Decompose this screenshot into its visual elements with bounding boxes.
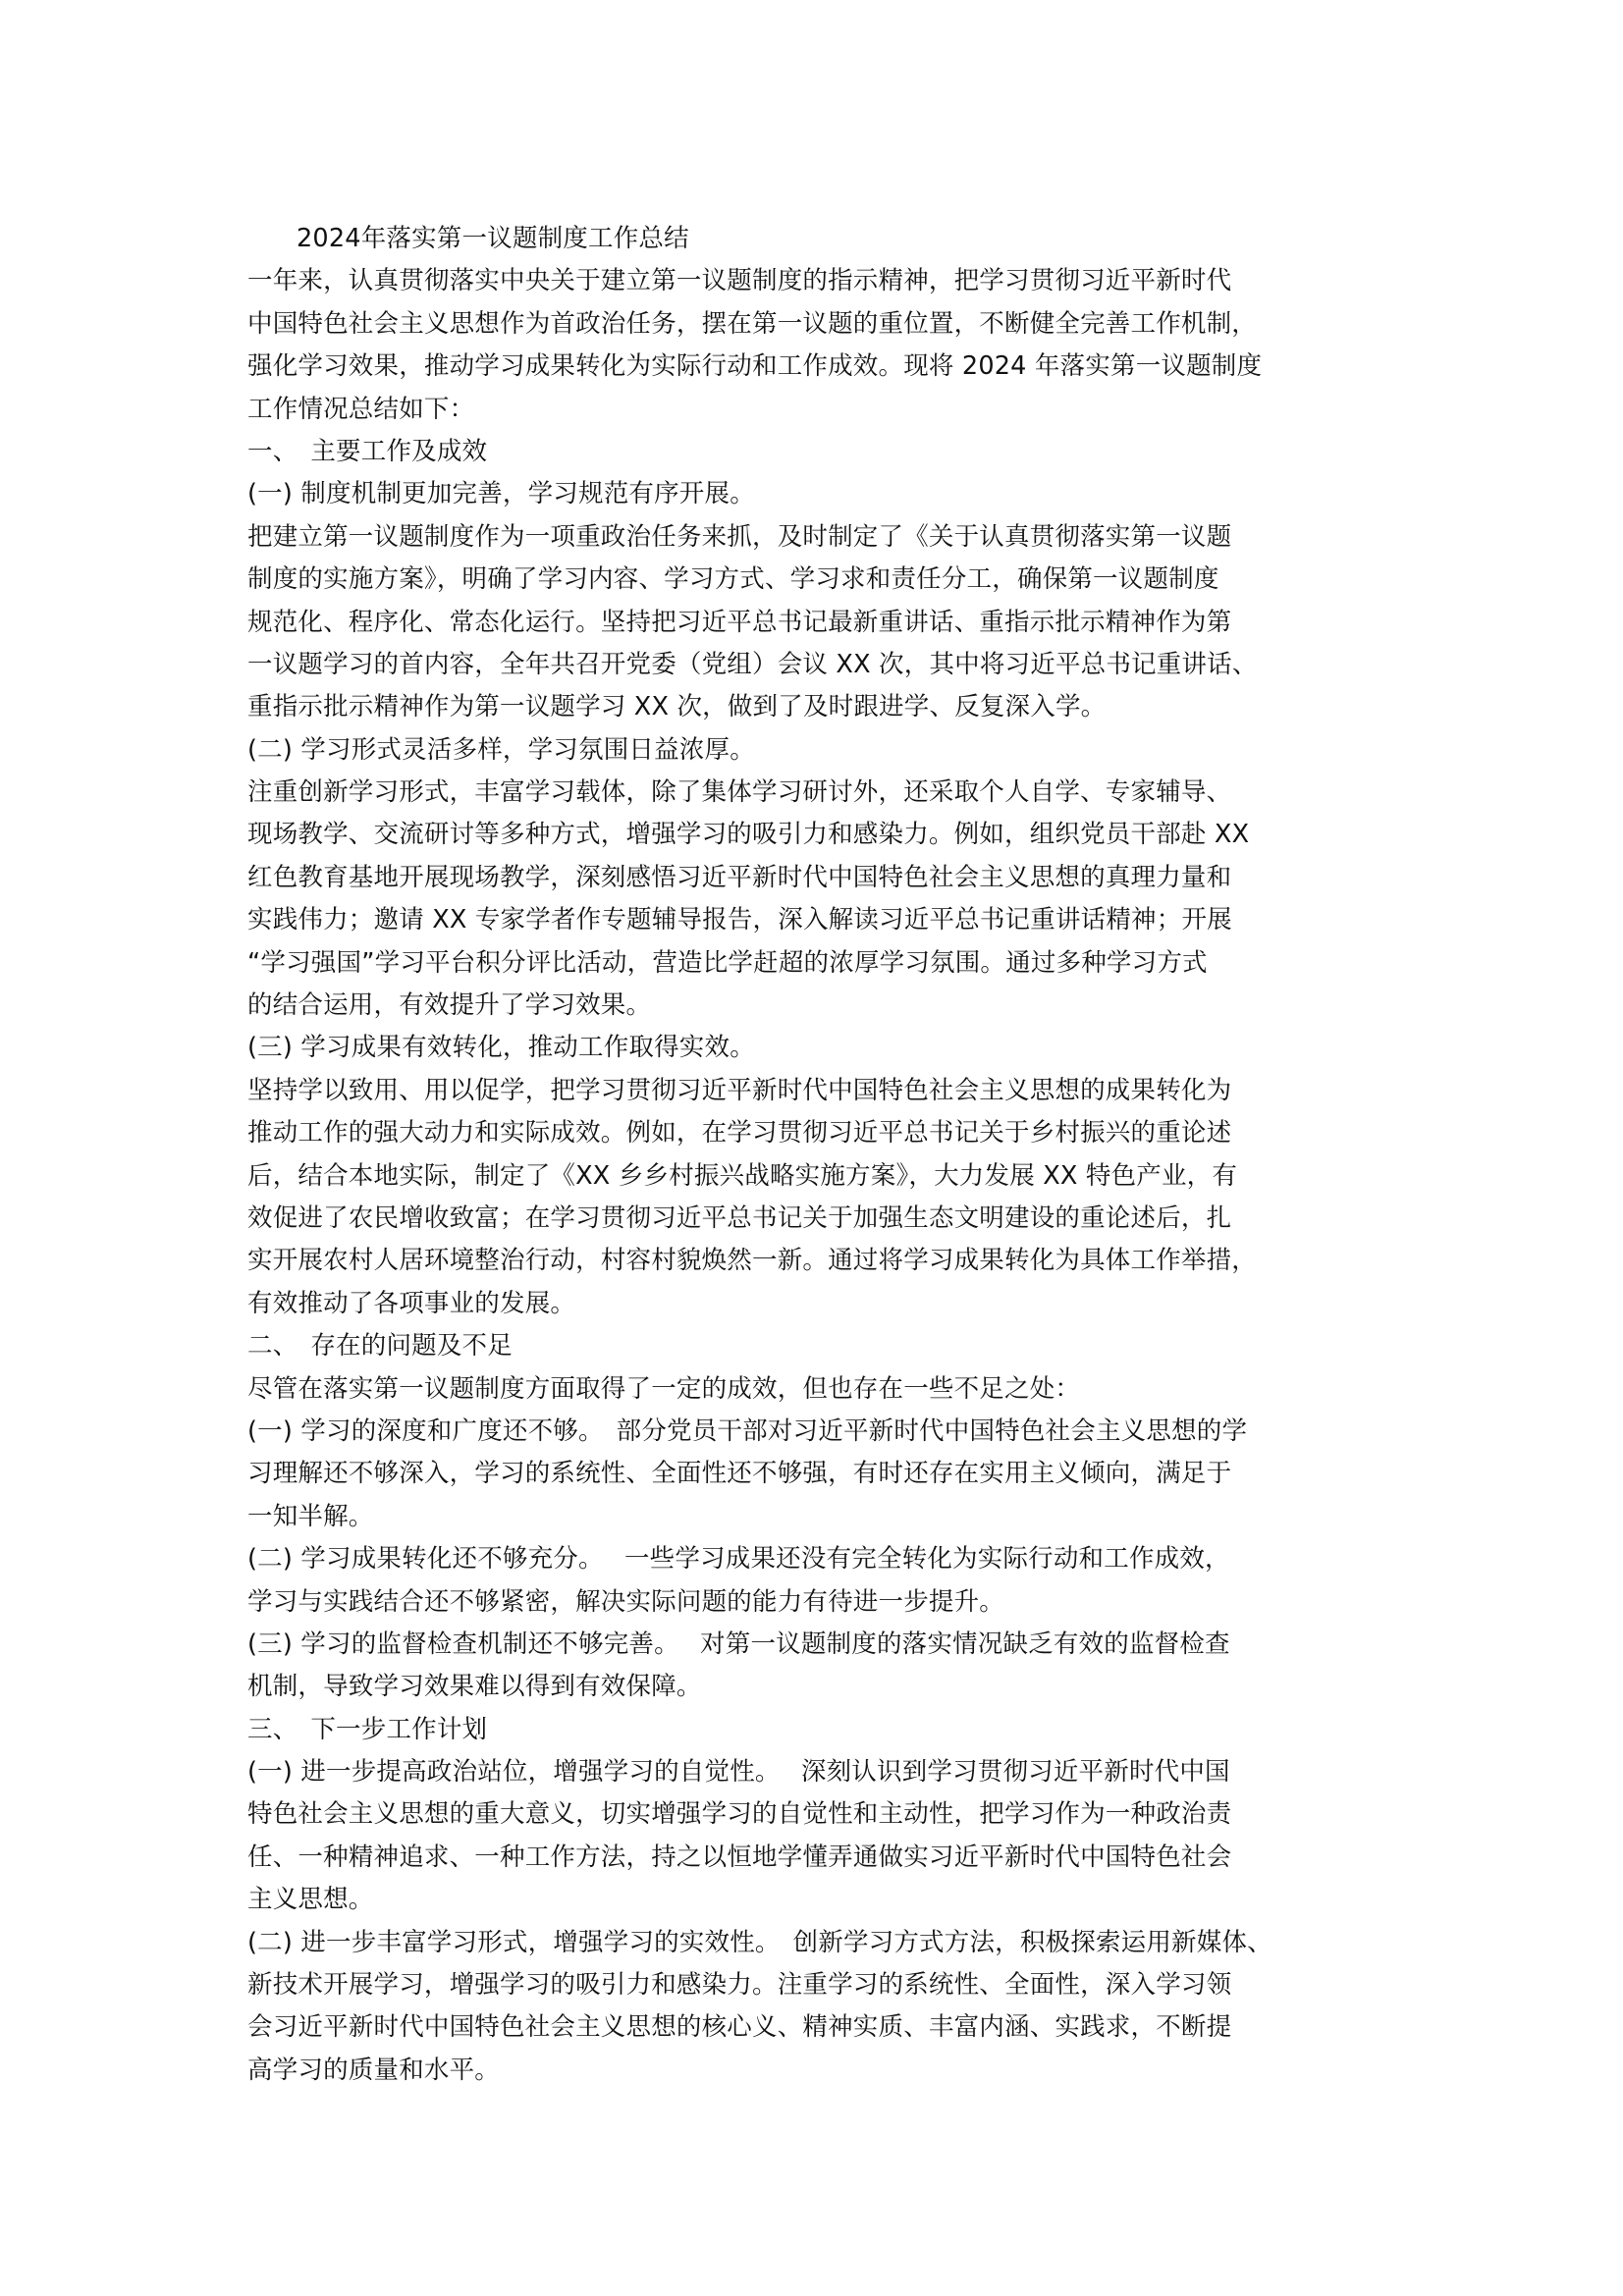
text-line: 工作情况总结如下： [247, 394, 475, 424]
text-line: 一、 主要工作及成效 [247, 436, 488, 466]
text-line: (二) 学习形式灵活多样，学习氛围日益浓厚。 [247, 734, 755, 765]
text-line: “学习强国”学习平台积分评比活动，营造比学赶超的浓厚学习氛围。通过多种学习方式 [247, 947, 1208, 978]
text-line: 重指示批示精神作为第一议题学习 XX 次，做到了及时跟进学、反复深入学。 [247, 692, 1107, 722]
text-line: 学习与实践结合还不够紧密，解决实际问题的能力有待进一步提升。 [247, 1586, 1005, 1617]
text-line: (一) 进一步提高政治站位，增强学习的自觉性。 深刻认识到学习贯彻习近平新时代中国 [247, 1757, 1230, 1788]
text-line: 坚持学以致用、用以促学，把学习贯彻习近平新时代中国特色社会主义思想的成果转化为 [247, 1075, 1232, 1105]
text-line: 实践伟力；邀请 XX 专家学者作专题辅导报告，深入解读习近平总书记重讲话精神；开展 [247, 905, 1232, 935]
text-line: 特色社会主义思想的重大意义，切实增强学习的自觉性和主动性，把学习作为一种政治责 [247, 1799, 1232, 1830]
text-line: 机制，导致学习效果难以得到有效保障。 [247, 1672, 702, 1702]
text-line: 后，结合本地实际，制定了《XX 乡乡村振兴战略实施方案》，大力发展 XX 特色产业，有 [247, 1160, 1238, 1191]
text-line: 效促进了农民增收致富；在学习贯彻习近平总书记关于加强生态文明建设的重论述后，扎 [247, 1202, 1232, 1233]
document-body [247, 218, 1386, 2092]
text-line: 一议题学习的首内容，全年共召开党委（党组）会议 XX 次，其中将习近平总书记重讲话、 [247, 649, 1258, 679]
document-title: 2024年落实第一议题制度工作总结 [297, 224, 689, 253]
text-line: (三) 学习成果有效转化，推动工作取得实效。 [247, 1033, 755, 1063]
text-line: (二) 进一步丰富学习形式，增强学习的实效性。 创新学习方式方法，积极探索运用新媒体、 [247, 1927, 1272, 1957]
text-line: 尽管在落实第一议题制度方面取得了一定的成效，但也存在一些不足之处： [247, 1373, 1081, 1404]
text-line: 制度的实施方案》，明确了学习内容、学习方式、学习求和责任分工，确保第一议题制度 [247, 564, 1219, 595]
text-line: (一) 学习的深度和广度还不够。 部分党员干部对习近平新时代中国特色社会主义思想的学 [247, 1415, 1248, 1446]
text-line: (一) 制度机制更加完善，学习规范有序开展。 [247, 479, 755, 509]
text-line: 中国特色社会主义思想作为首政治任务，摆在第一议题的重位置，不断健全完善工作机制， [247, 308, 1258, 339]
text-line: 会习近平新时代中国特色社会主义思想的核心义、精神实质、丰富内涵、实践求，不断提 [247, 2012, 1232, 2043]
text-line: 的结合运用，有效提升了学习效果。 [247, 990, 652, 1021]
text-line: 推动工作的强大动力和实际成效。例如，在学习贯彻习近平总书记关于乡村振兴的重论述 [247, 1118, 1232, 1148]
text-line: 现场教学、交流研讨等多种方式，增强学习的吸引力和感染力。例如，组织党员干部赴 XX [247, 820, 1250, 850]
text-line: 新技术开展学习，增强学习的吸引力和感染力。注重学习的系统性、全面性，深入学习领 [247, 1970, 1232, 2001]
text-line: 习理解还不够深入，学习的系统性、全面性还不够强，有时还存在实用主义倾向，满足于 [247, 1459, 1232, 1489]
text-line: 红色教育基地开展现场教学，深刻感悟习近平新时代中国特色社会主义思想的真理力量和 [247, 862, 1232, 892]
text-line: 三、 下一步工作计划 [247, 1714, 488, 1744]
text-line: 有效推动了各项事业的发展。 [247, 1288, 576, 1318]
text-line: 一年来，认真贯彻落实中央关于建立第一议题制度的指示精神，把学习贯彻习近平新时代 [247, 266, 1232, 296]
text-line: 注重创新学习形式，丰富学习载体，除了集体学习研讨外，还采取个人自学、专家辅导、 [247, 777, 1232, 808]
text-line: 把建立第一议题制度作为一项重政治任务来抓，及时制定了《关于认真贯彻落实第一议题 [247, 521, 1232, 552]
text-line: 二、 存在的问题及不足 [247, 1331, 513, 1362]
text-line: 强化学习效果，推动学习成果转化为实际行动和工作成效。现将 2024 年落实第一议题制度 [247, 351, 1263, 382]
text-line: (三) 学习的监督检查机制还不够完善。 对第一议题制度的落实情况缺乏有效的监督检查 [247, 1629, 1230, 1659]
text-line: 规范化、程序化、常态化运行。坚持把习近平总书记最新重讲话、重指示批示精神作为第 [247, 607, 1232, 637]
text-line: 高学习的质量和水平。 [247, 2055, 501, 2085]
text-line: 主义思想。 [247, 1885, 374, 1915]
text-line: 任、一种精神追求、一种工作方法，持之以恒地学懂弄通做实习近平新时代中国特色社会 [247, 1842, 1232, 1872]
text-line: 实开展农村人居环境整治行动，村容村貌焕然一新。通过将学习成果转化为具体工作举措， [247, 1246, 1258, 1276]
text-line: 一知半解。 [247, 1501, 374, 1531]
text-line: (二) 学习成果转化还不够充分。 一些学习成果还没有完全转化为实际行动和工作成效， [247, 1544, 1230, 1575]
